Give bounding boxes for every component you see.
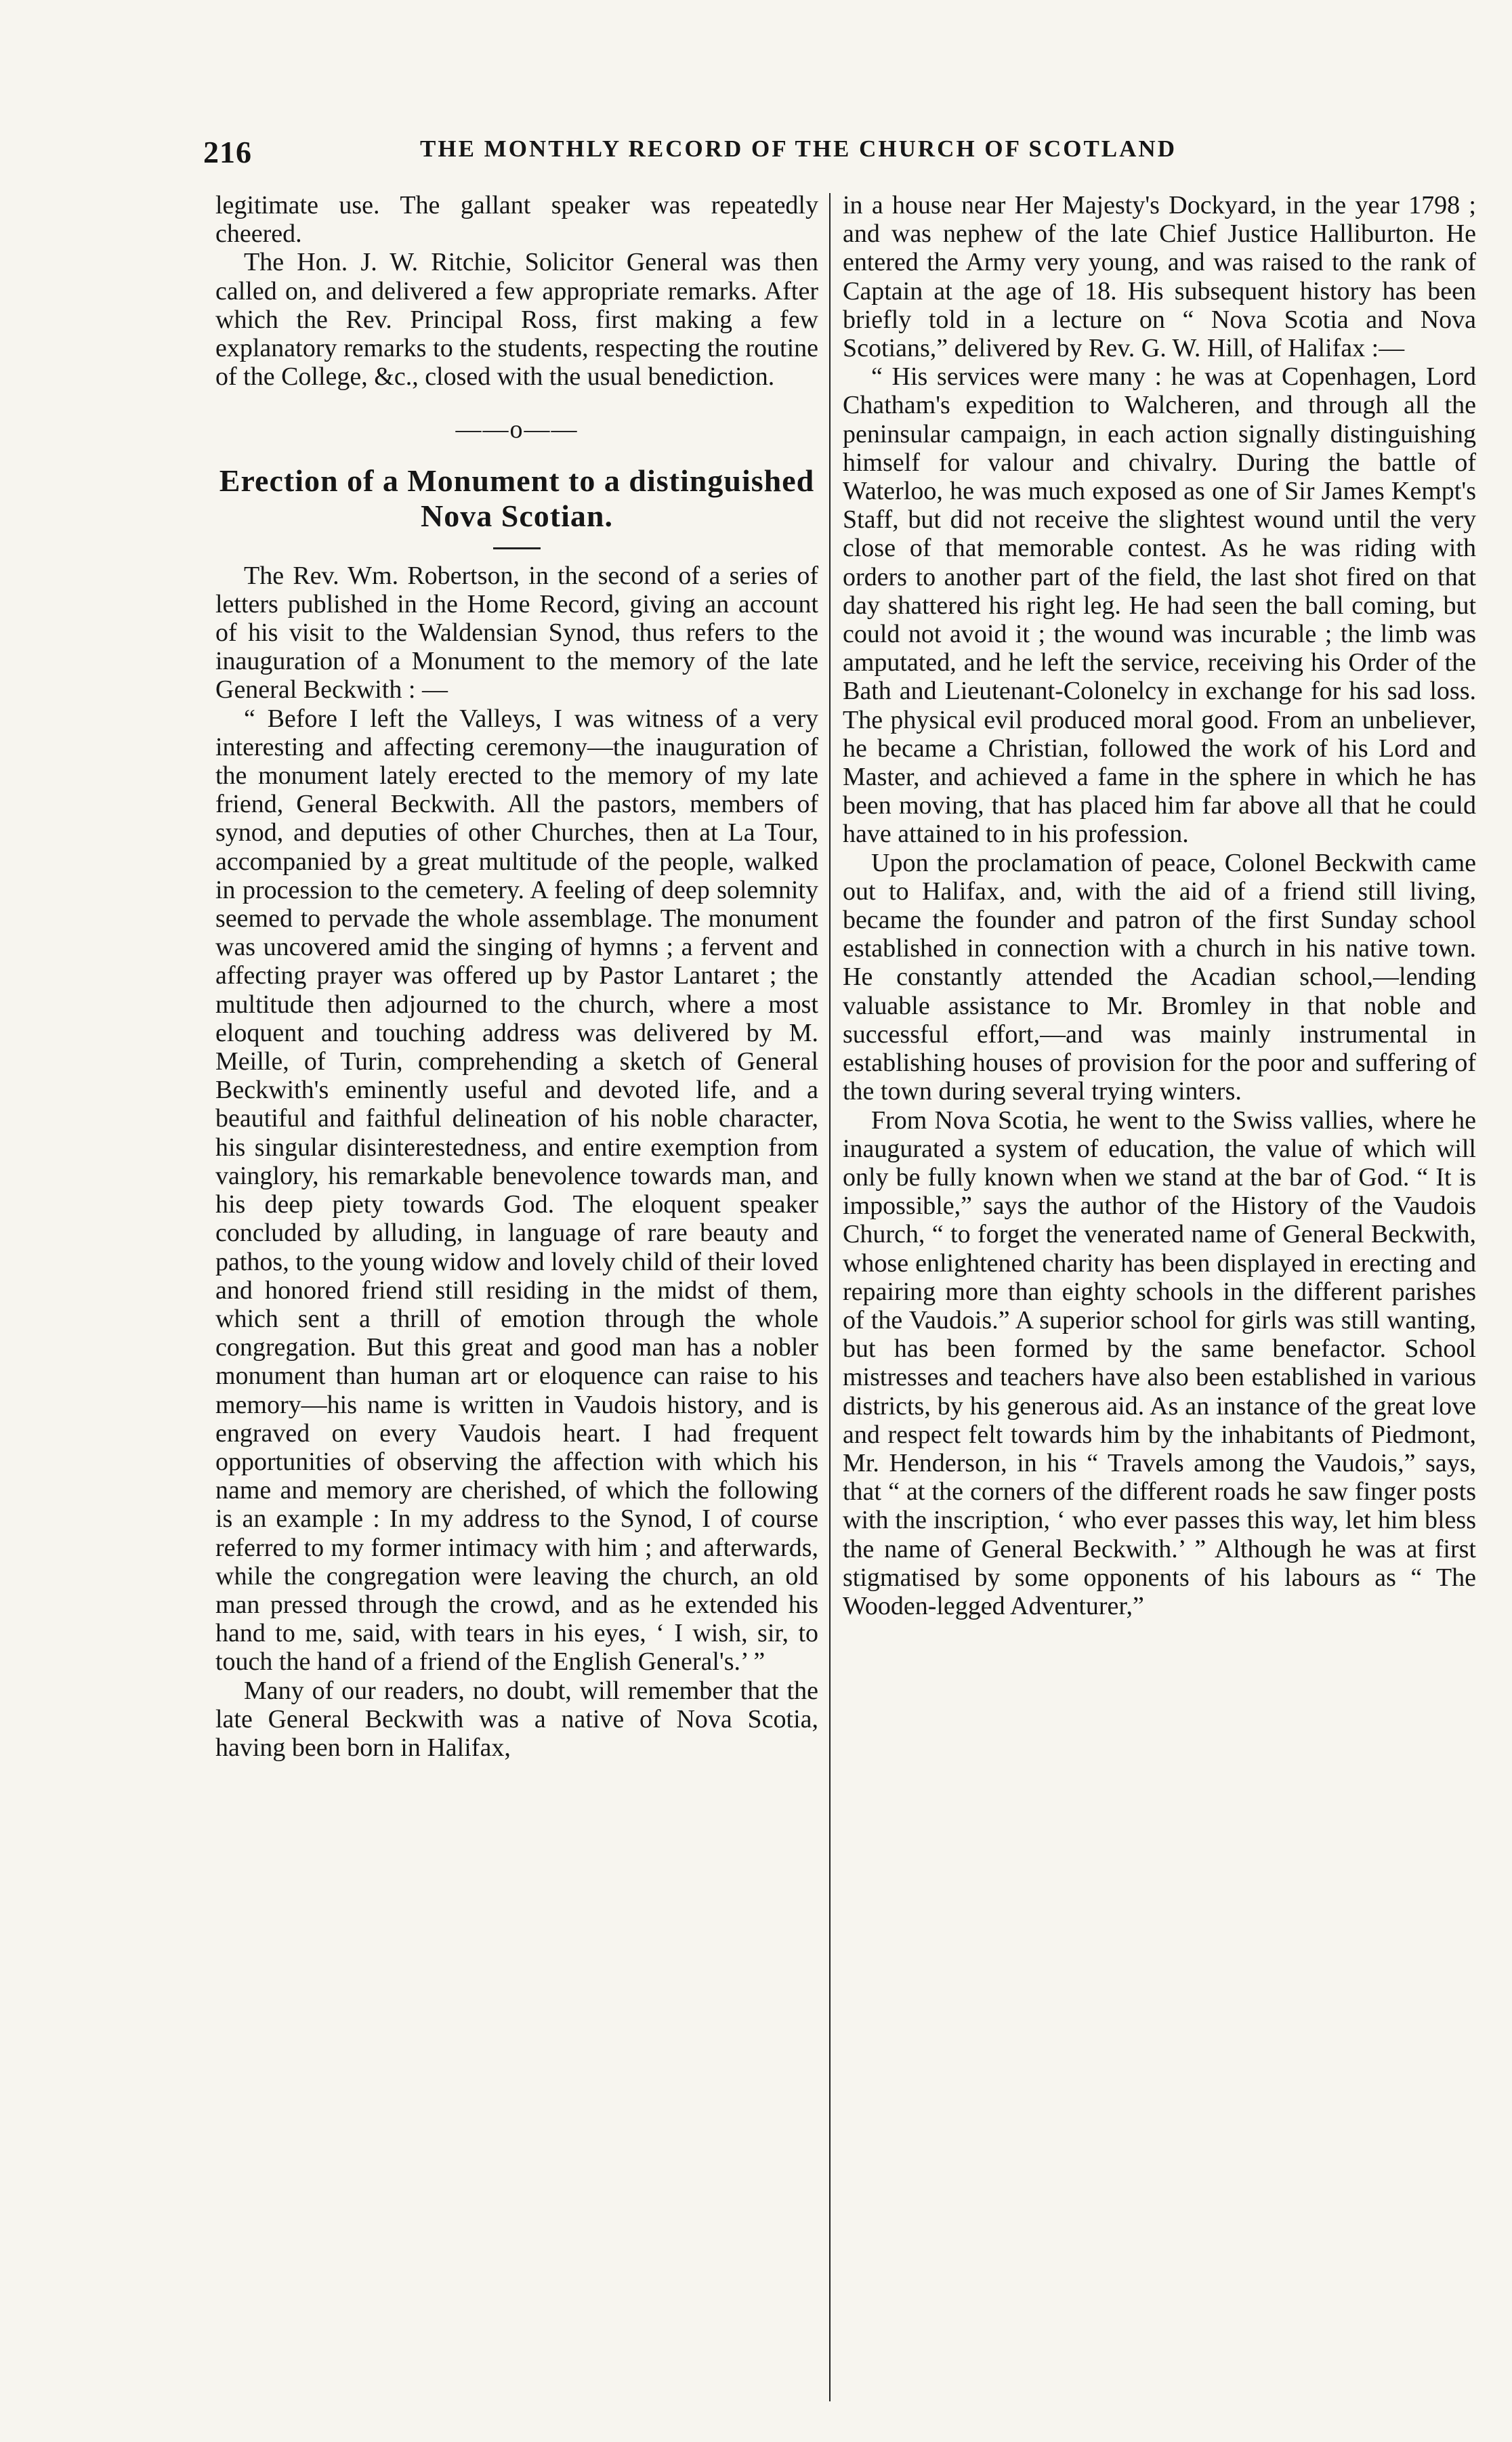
- running-title: THE MONTHLY RECORD OF THE CHURCH OF SCOTLAND: [420, 135, 1177, 162]
- title-rule: [493, 547, 541, 549]
- left-paragraph-4: “ Before I left the Valleys, I was witness of a very interesting and affecting ceremony—the inauguration of the monument lately erected to the memory of my late friend, General Beckwith. All the pastors, members of synod, and deputies of other Churches, then at La Tour, accompanied by a great multitude of the people, walked in procession to the cemetery. A feeling of deep solemnity seemed to pervade the whole assemblage. The monument was uncovered amid the singing of hymns ; a fervent and affecting prayer was offered up by Pastor Lantaret ; the multitude then adjourned to the church, where a most eloquent and touching address was delivered by M. Meille, of Turin, comprehending a sketch of General Beckwith's eminently useful and devoted life, and a beautiful and faithful delineation of his noble character, his singular disinterestedness, and entire exemption from vainglory, his remarkable benevolence towards man, and his deep piety towards God. The eloquent speaker concluded by alluding, in language of rare beauty and pathos, to the young widow and lovely child of their loved and honored friend still residing in the midst of them, which sent a thrill of emotion through the whole congregation. But this great and good man has a nobler monument than human art or eloquence can raise to his memory—his name is written in Vaudois history, and is engraved on every Vaudois heart. I had frequent opportunities of observing the affection with which his name and memory are cherished, of which the following is an example : In my address to the Synod, I of course referred to my former intimacy with him ; and afterwards, while the congregation were leaving the church, an old man pressed through the crowd, and as he extended his hand to me, said, with tears in his eyes, ‘ I wish, sir, to touch the hand of a friend of the English General's.’ ”: [215, 704, 818, 1677]
- right-column: [843, 191, 1476, 1620]
- section-separator: ——o——: [455, 415, 579, 444]
- column-divider: [829, 193, 831, 2401]
- left-paragraph-2: The Hon. J. W. Ritchie, Solicitor General was then called on, and delivered a few appropriate remarks. After which the Rev. Principal Ross, first making a few explanatory remarks to the students, respecting the routine of the College, &c., closed with the usual benediction.: [215, 248, 818, 392]
- right-paragraph-2: “ His services were many : he was at Copenhagen, Lord Chatham's expedition to Walcheren, and through all the peninsular campaign, in each action signally distinguishing himself for valour and chivalry. During the battle of Waterloo, he was much exposed as one of Sir James Kempt's Staff, but did not receive the slightest wound until the very close of that memorable contest. As he was riding with orders to another part of the field, the last shot fired on that day shattered his right leg. He had seen the ball coming, but could not avoid it ; the wound was incurable ; the limb was amputated, and he left the service, receiving his Order of the Bath and Lieutenant-Colonelcy in exchange for his sad loss. The physical evil produced moral good. From an unbeliever, he became a Christian, followed the work of his Lord and Master, and achieved a fame in the sphere in which he has been moving, that has placed him far above all that he could have attained to in his profession.: [843, 362, 1476, 849]
- left-paragraph-3: The Rev. Wm. Robertson, in the second of a series of letters published in the Home Record, giving an account of his visit to the Waldensian Synod, thus refers to the inauguration of a Monument to the memory of the late General Beckwith : —: [215, 561, 818, 704]
- left-paragraph-1: legitimate use. The gallant speaker was repeatedly cheered.: [215, 191, 818, 249]
- right-paragraph-3: Upon the proclamation of peace, Colonel Beckwith came out to Halifax, and, with the aid of a friend still living, became the founder and patron of the first Sunday school established in connection with a church in his native town. He constantly attended the Acadian school,—lending valuable assistance to Mr. Bromley in that noble and successful effort,—and was mainly instrumental in establishing houses of provision for the poor and suffering of the town during several trying winters.: [843, 848, 1476, 1106]
- left-column: [215, 191, 818, 1762]
- article-title: Erection of a Monument to a distinguished Nova Scotian.: [219, 463, 815, 533]
- left-paragraph-5: Many of our readers, no doubt, will remember that the late General Beckwith was a native of Nova Scotia, having been born in Halifax,: [215, 1676, 818, 1762]
- page-number: 216: [203, 135, 252, 169]
- right-paragraph-4: From Nova Scotia, he went to the Swiss vallies, where he inaugurated a system of education, the value of which will only be fully known when we stand at the bar of God. “ It is impossible,” says the author of the History of the Vaudois Church, “ to forget the venerated name of General Beckwith, whose enlightened charity has been displayed in erecting and repairing more than eighty schools in the different parishes of the Vaudois.” A superior school for girls was still wanting, but has been formed by the same benefactor. School mistresses and teachers have also been established in various districts, by his generous aid. As an instance of the great love and respect felt towards him by the inhabitants of Piedmont, Mr. Henderson, in his “ Travels among the Vaudois,” says, that “ at the corners of the different roads he saw finger posts with the inscription, ‘ who ever passes this way, let him bless the name of General Beckwith.’ ” Although he was at first stigmatised by some opponents of his labours as “ The Wooden-legged Adventurer,”: [843, 1106, 1476, 1620]
- right-paragraph-1: in a house near Her Majesty's Dockyard, in the year 1798 ; and was nephew of the late Chief Justice Halliburton. He entered the Army very young, and was raised to the rank of Captain at the age of 18. His subsequent history has been briefly told in a lecture on “ Nova Scotia and Nova Scotians,” delivered by Rev. G. W. Hill, of Halifax :—: [843, 191, 1476, 363]
